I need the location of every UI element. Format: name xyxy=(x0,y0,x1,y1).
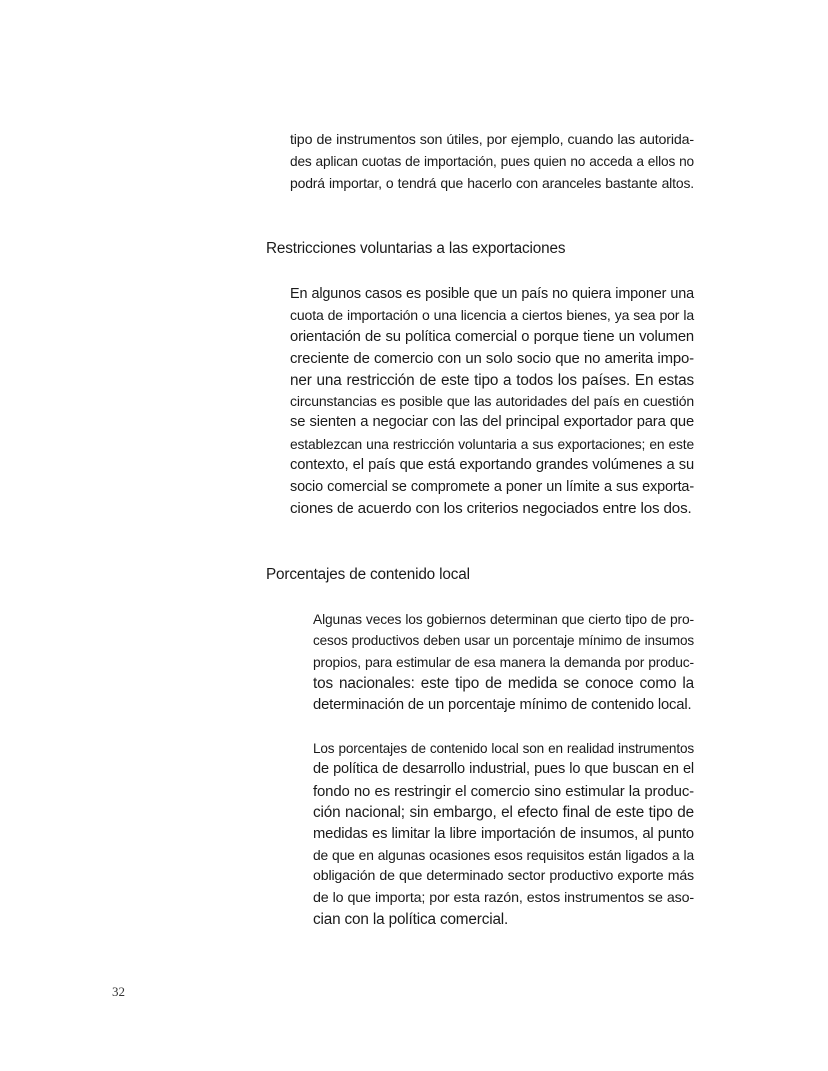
text-line: socio comercial se compromete a poner un límite a sus exporta- xyxy=(290,478,694,495)
text-line: ner una restricción de este tipo a todos los países. En estas xyxy=(290,371,694,389)
text-line: contexto, el país que está exportando grandes volúmenes a su xyxy=(290,457,694,474)
text-line: podrá importar, o tendrá que hacerlo con aranceles bastante altos. xyxy=(290,174,694,191)
text-line: fondo no es restringir el comercio sino estimular la produc- xyxy=(313,782,694,800)
text-line: ciones de acuerdo con los criterios negociados entre los dos. xyxy=(290,500,692,518)
text-line: cian con la política comercial. xyxy=(313,911,509,929)
section-heading-restricciones: Restricciones voluntarias a las exportaciones xyxy=(266,240,566,257)
text-line: establezcan una restricción voluntaria a sus exportaciones; en este xyxy=(290,435,694,452)
text-line: obligación de que determinado sector productivo exporte más xyxy=(313,868,694,885)
text-line: circunstancias es posible que las autoridades del país en cuestión xyxy=(290,393,694,410)
text-line: Algunas veces los gobiernos determinan que cierto tipo de pro- xyxy=(313,611,694,627)
text-line: propios, para estimular de esa manera la demanda por produc- xyxy=(313,653,694,670)
text-line: ción nacional; sin embargo, el efecto final de este tipo de xyxy=(313,804,694,822)
text-line: de lo que importa; por esta razón, estos instrumentos se aso- xyxy=(313,889,694,906)
text-line: des aplican cuotas de importación, pues quien no acceda a ellos no xyxy=(290,154,694,170)
paragraph-2 xyxy=(290,284,694,519)
section-heading-contenido-local: Porcentajes de contenido local xyxy=(266,566,470,583)
text-line: orientación de su política comercial o porque tiene un volumen xyxy=(290,328,694,345)
text-line: cesos productivos deben usar un porcentaje mínimo de insumos xyxy=(313,633,694,649)
text-line: tipo de instrumentos son útiles, por ejemplo, cuando las autorida- xyxy=(290,132,694,148)
text-line: de política de desarrollo industrial, pues lo que buscan en el xyxy=(313,761,694,778)
text-line: de que en algunas ocasiones esos requisitos están ligados a la xyxy=(313,847,694,864)
text-line: creciente de comercio con un solo socio que no amerita impo- xyxy=(290,350,694,368)
page-number: 32 xyxy=(112,984,125,999)
paragraph-1 xyxy=(290,130,694,194)
text-line: tos nacionales: este tipo de medida se conoce como la xyxy=(313,675,694,693)
paragraph-3 xyxy=(313,609,694,716)
paragraph-4 xyxy=(313,738,694,931)
text-line: En algunos casos es posible que un país no quiera imponer una xyxy=(290,286,694,302)
text-line: se sienten a negociar con las del principal exportador para que xyxy=(290,414,694,431)
text-line: cuota de importación o una licencia a ciertos bienes, ya sea por la xyxy=(290,307,694,324)
text-line: Los porcentajes de contenido local son en realidad instrumentos xyxy=(313,741,694,756)
text-line: medidas es limitar la libre importación de insumos, al punto xyxy=(313,825,694,842)
text-line: determinación de un porcentaje mínimo de contenido local. xyxy=(313,696,692,713)
